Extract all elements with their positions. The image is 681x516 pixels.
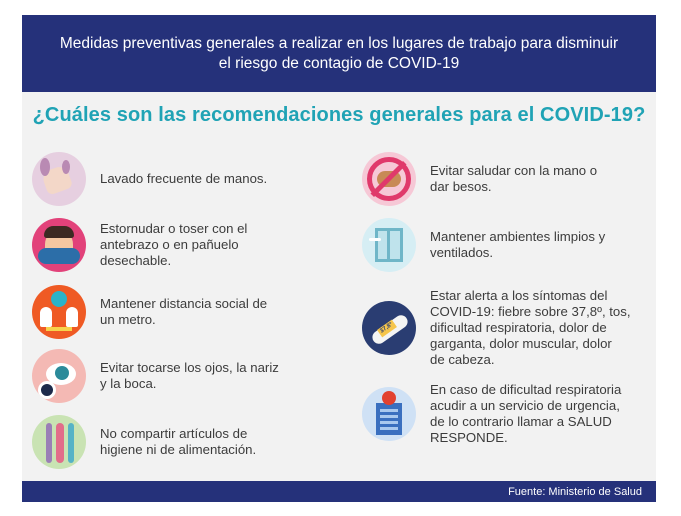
rec-text-line: Lavado frecuente de manos. <box>100 171 268 186</box>
cutlery-icon <box>32 415 86 469</box>
rec-text-line: ventilados. <box>430 245 494 260</box>
rec-text-line: dar besos. <box>430 179 492 194</box>
rec-symptoms <box>362 288 631 368</box>
rec-no-sharing <box>32 415 256 469</box>
rec-text-line: Evitar saludar con la mano o <box>430 163 598 178</box>
source-footer <box>22 481 656 502</box>
rec-text-line: acudir a un servicio de urgencia, <box>430 398 620 413</box>
eye-touch-icon <box>32 349 86 403</box>
rec-text-line: En caso de dificultad respiratoria <box>430 382 622 397</box>
rec-sneeze <box>32 218 247 272</box>
rec-emergency <box>362 382 621 446</box>
hospital-icon <box>362 387 416 441</box>
section-title: ¿Cuáles son las recomendaciones generales para el COVID-19? <box>32 104 646 126</box>
header-title-line2: el riesgo de contagio de COVID-19 <box>218 54 460 72</box>
page-header <box>22 15 656 92</box>
rec-text-line: COVID-19: fiebre sobre 37,8º, tos, <box>430 304 631 319</box>
ventilation-window-icon <box>362 218 416 272</box>
hand-washing-icon <box>32 152 86 206</box>
rec-text-line: No compartir artículos de <box>100 426 248 441</box>
source-text: Fuente: Ministerio de Salud <box>508 485 642 498</box>
rec-text-line: Evitar tocarse los ojos, la nariz <box>100 360 279 375</box>
rec-text-line: y la boca. <box>100 376 157 391</box>
rec-text-line: antebrazo o en pañuelo <box>100 237 239 252</box>
rec-text-line: desechable. <box>100 253 172 268</box>
rec-text-line: Estornudar o toser con el <box>100 221 248 236</box>
rec-social-distance <box>32 285 267 339</box>
social-distance-icon <box>32 285 86 339</box>
thermometer-reading: 37,8° <box>377 320 397 338</box>
thermometer-icon <box>362 301 416 355</box>
rec-text-line: dificultad respiratoria, dolor de <box>430 320 607 335</box>
rec-text-line: Mantener distancia social de <box>100 296 268 311</box>
rec-text-line: de cabeza. <box>430 352 495 367</box>
no-handshake-icon <box>362 152 416 206</box>
rec-text-line: RESPONDE. <box>430 430 508 445</box>
rec-no-handshake <box>362 152 597 206</box>
header-title-line1: Medidas preventivas generales a realizar en los lugares de trabajo para disminuir <box>59 34 619 52</box>
rec-text-line: Estar alerta a los síntomas del <box>430 288 608 303</box>
sneeze-elbow-icon <box>32 218 86 272</box>
rec-text-line: garganta, dolor muscular, dolor <box>430 336 612 351</box>
recommendations-panel <box>22 92 656 481</box>
rec-hand-washing <box>32 152 267 206</box>
rec-text-line: Mantener ambientes limpios y <box>430 229 606 244</box>
rec-text-line: un metro. <box>100 312 156 327</box>
rec-eye-touch <box>32 349 279 403</box>
rec-ventilation <box>362 218 605 272</box>
rec-text-line: higiene ni de alimentación. <box>100 442 257 457</box>
rec-text-line: de lo contrario llamar a SALUD <box>430 414 612 429</box>
